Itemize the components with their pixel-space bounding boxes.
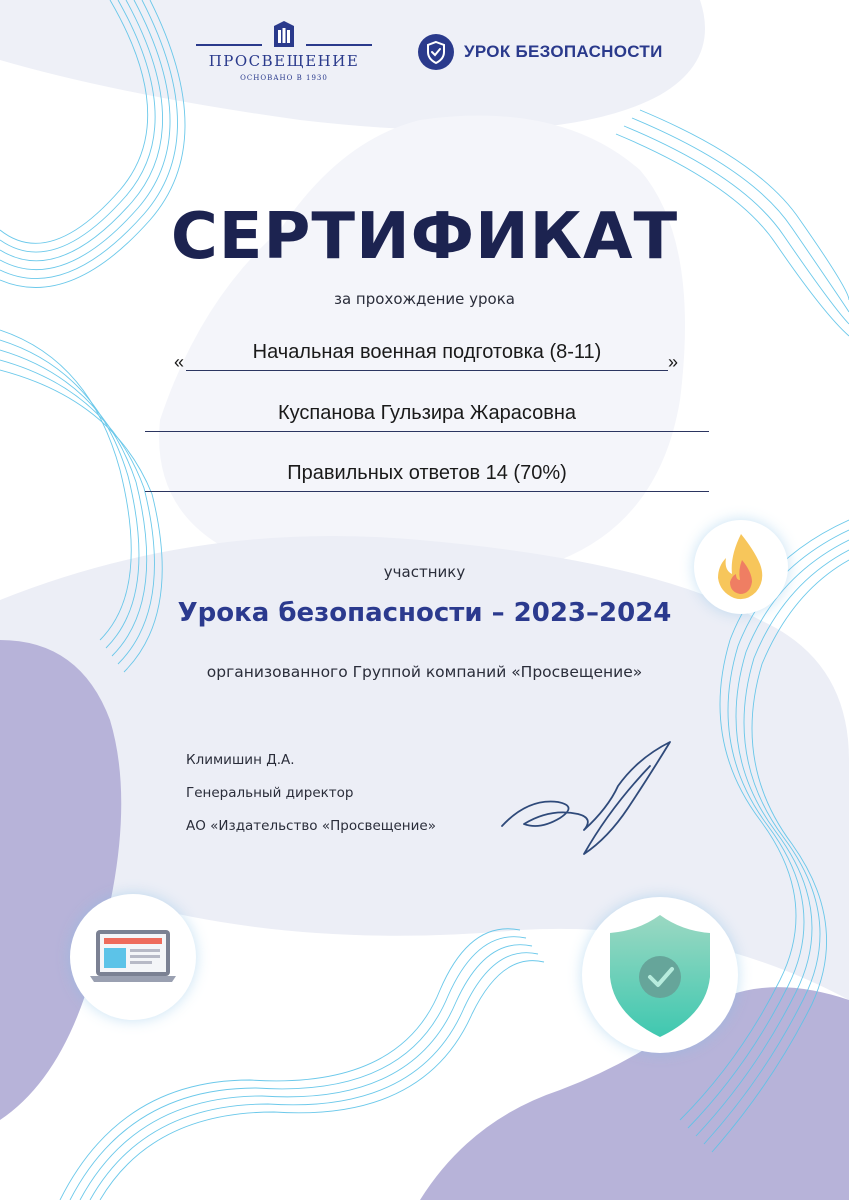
shield-badge [582, 897, 738, 1053]
project-logo [418, 34, 678, 70]
certificate-title: СЕРТИФИКАТ [170, 200, 679, 274]
publisher-logo [196, 20, 372, 90]
certificate-subtitle: за прохождение урока [334, 290, 515, 308]
participant-label: участнику [383, 563, 466, 581]
signatory-name: Климишин Д.А. [186, 752, 295, 768]
participant-name: Куспанова Гульзира Жарасовна [277, 402, 577, 424]
lesson-name: Начальная военная подготовка (8-11) [252, 341, 602, 363]
shield-check-icon [418, 34, 454, 70]
logo-rule-right [306, 44, 372, 46]
shield-badge-icon [582, 897, 738, 1053]
quote-open: « [174, 352, 185, 372]
event-name: Урока безопасности – 2023–2024 [177, 598, 672, 628]
signature-icon [498, 738, 678, 858]
flame-icon [694, 520, 788, 614]
publisher-name: ПРОСВЕЩЕНИЕ [208, 52, 360, 70]
publisher-building-icon [272, 20, 296, 48]
laptop-icon [70, 894, 196, 1020]
project-name: УРОК БЕЗОПАСНОСТИ [464, 42, 663, 61]
flame-badge [694, 520, 788, 614]
signatory-position: Генеральный директор [186, 785, 354, 801]
result-underline [145, 491, 709, 492]
name-underline [145, 431, 709, 432]
laptop-badge [70, 894, 196, 1020]
organizer-line: организованного Группой компаний «Просвещение» [206, 663, 643, 681]
quote-close: » [668, 352, 679, 372]
signatory-company: АО «Издательство «Просвещение» [186, 818, 436, 834]
result-score: Правильных ответов 14 (70%) [287, 462, 567, 484]
logo-rule-left [196, 44, 262, 46]
lesson-underline [186, 370, 668, 371]
publisher-since: ОСНОВАНО В 1930 [240, 74, 328, 82]
